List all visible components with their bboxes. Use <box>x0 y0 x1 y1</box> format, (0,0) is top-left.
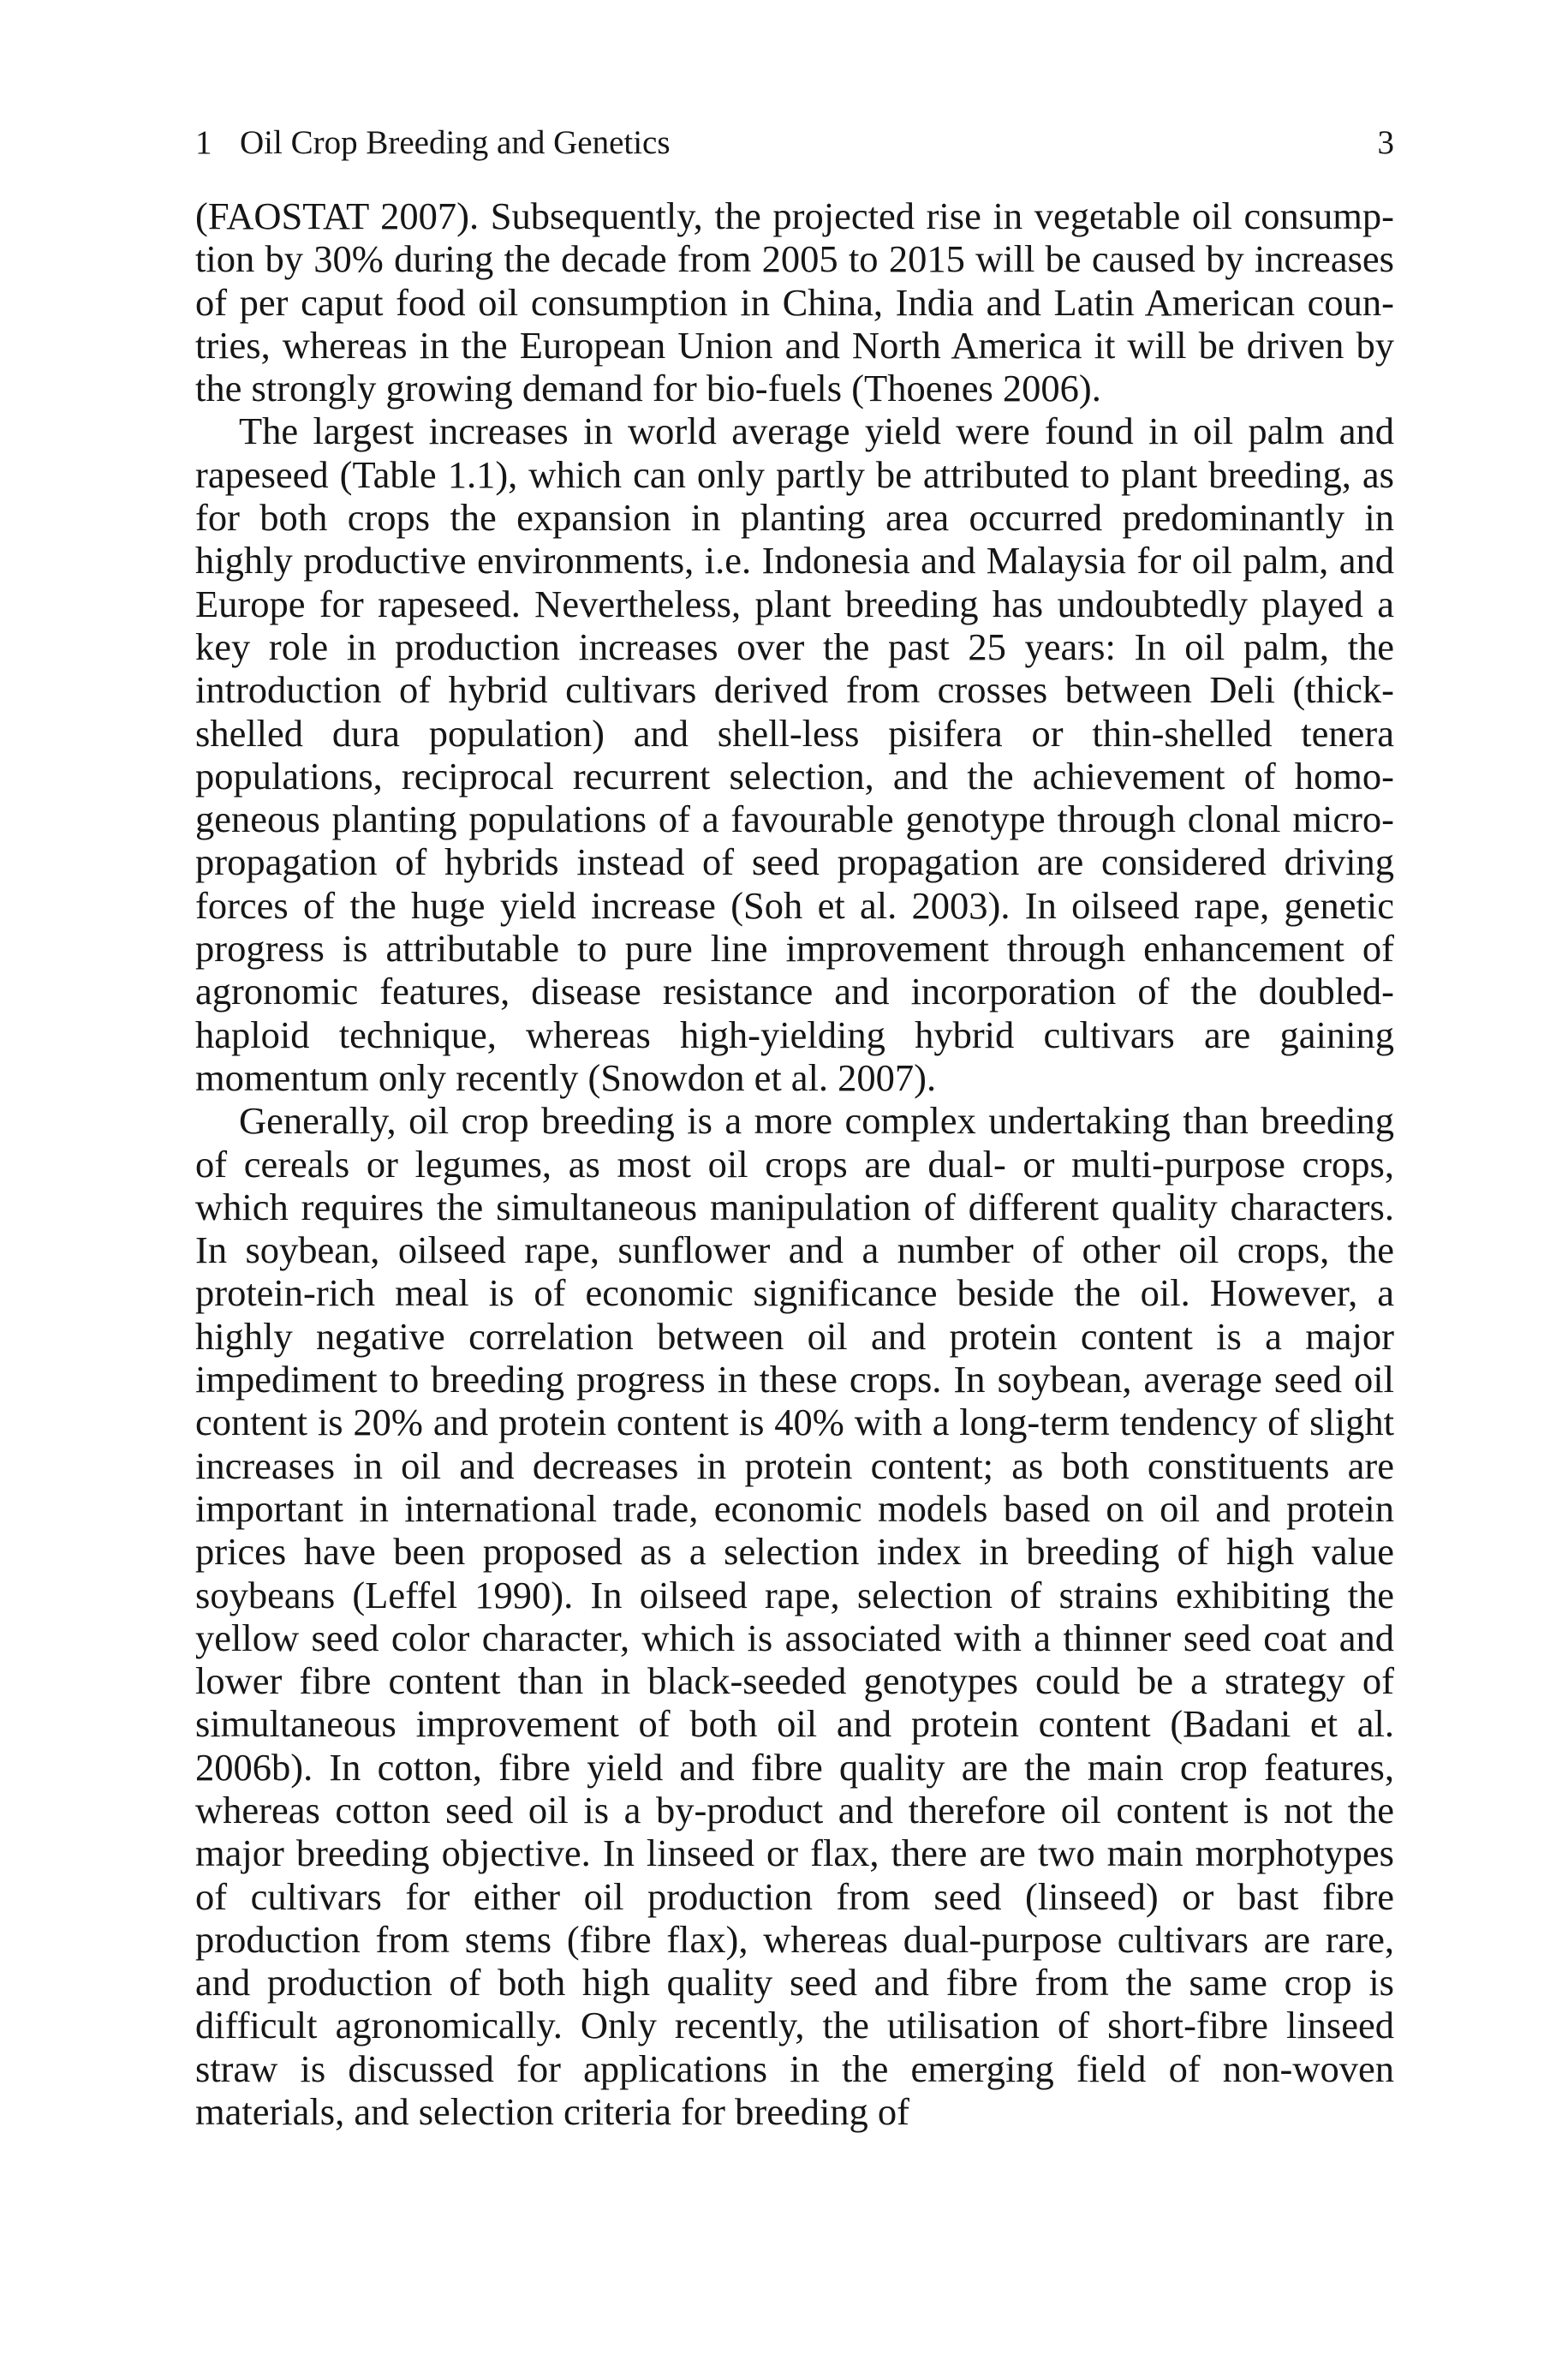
paragraph-breeding-complexity: Generally, oil crop breeding is a more complex undertaking than breeding of cereals or legumes, as most oil crops are dual- or multi-purpose crops, which requires the simultaneous manipulation of different quality characters. In soybean, oilseed rape, sunflower and a number of other oil crops, the protein-rich meal is of economic significance beside the oil. However, a highly negative correlation between oil and protein content is a major impediment to breeding progress in these crops. In soybean, average seed oil content is 20% and protein content is 40% with a long-term tendency of slight increases in oil and decreases in protein content; as both constituents are important in international trade, economic models based on oil and protein prices have been proposed as a selection index in breeding of high value soybeans (Leffel 1990). In oilseed rape, selection of strains exhibiting the yellow seed color character, which is associated with a thinner seed coat and lower fibre content than in black-seeded genotypes could be a strategy of simultaneous improvement of both oil and protein content (Badani et al. 2006b). In cotton, fibre yield and fibre quality are the main crop features, whereas cotton seed oil is a by-product and therefore oil content is not the major breeding objective. In linseed or flax, there are two main morphotypes of cultivars for either oil production from seed (linseed) or bast fibre production from stems (fibre flax), whereas dual-purpose cultivars are rare, and production of both high quality seed and fibre from the same crop is difficult agronomically. Only recently, the utilisation of short-fibre linseed straw is discussed for applications in the emerging field of non-woven materials, and selection criteria for breeding of <box>195 1099 1394 2134</box>
paragraph-yield-increases: The largest increases in world average yield were found in oil palm and rapeseed (Table 1.1), which can only partly be attributed to plant breeding, as for both crops the expansion in planting area occurred predominantly in highly productive environments, i.e. Indonesia and Malaysia for oil palm, and Europe for rapeseed. Nevertheless, plant breeding has undoubtedly played a key role in production increases over the past 25 years: In oil palm, the introduction of hybrid cultivars derived from crosses between Deli (thick-shelled dura population) and shell-less pisifera or thin-shelled tenera populations, reciprocal recurrent selection, and the achievement of homogeneous planting populations of a favourable genotype through clonal micro-propagation of hybrids instead of seed propagation are considered driving forces of the huge yield increase (Soh et al. 2003). In oilseed rape, genetic progress is attributable to pure line improvement through enhancement of agronomic features, disease resistance and incorporation of the doubled-haploid technique, whereas high-yielding hybrid cultivars are gaining momentum only recently (Snowdon et al. 2007). <box>195 409 1394 1099</box>
body-text <box>195 194 1394 2133</box>
running-head <box>195 122 1394 164</box>
chapter-number: 1 <box>195 124 212 161</box>
page-number: 3 <box>1377 124 1394 161</box>
paragraph-continuation: (FAOSTAT 2007). Subsequently, the projected rise in vegetable oil consumption by 30% during the decade from 2005 to 2015 will be caused by increases of per caput food oil consumption in China, India and Latin American countries, whereas in the European Union and North America it will be driven by the strongly growing demand for bio-fuels (Thoenes 2006). <box>195 194 1394 410</box>
chapter-title: Oil Crop Breeding and Genetics <box>240 124 671 161</box>
